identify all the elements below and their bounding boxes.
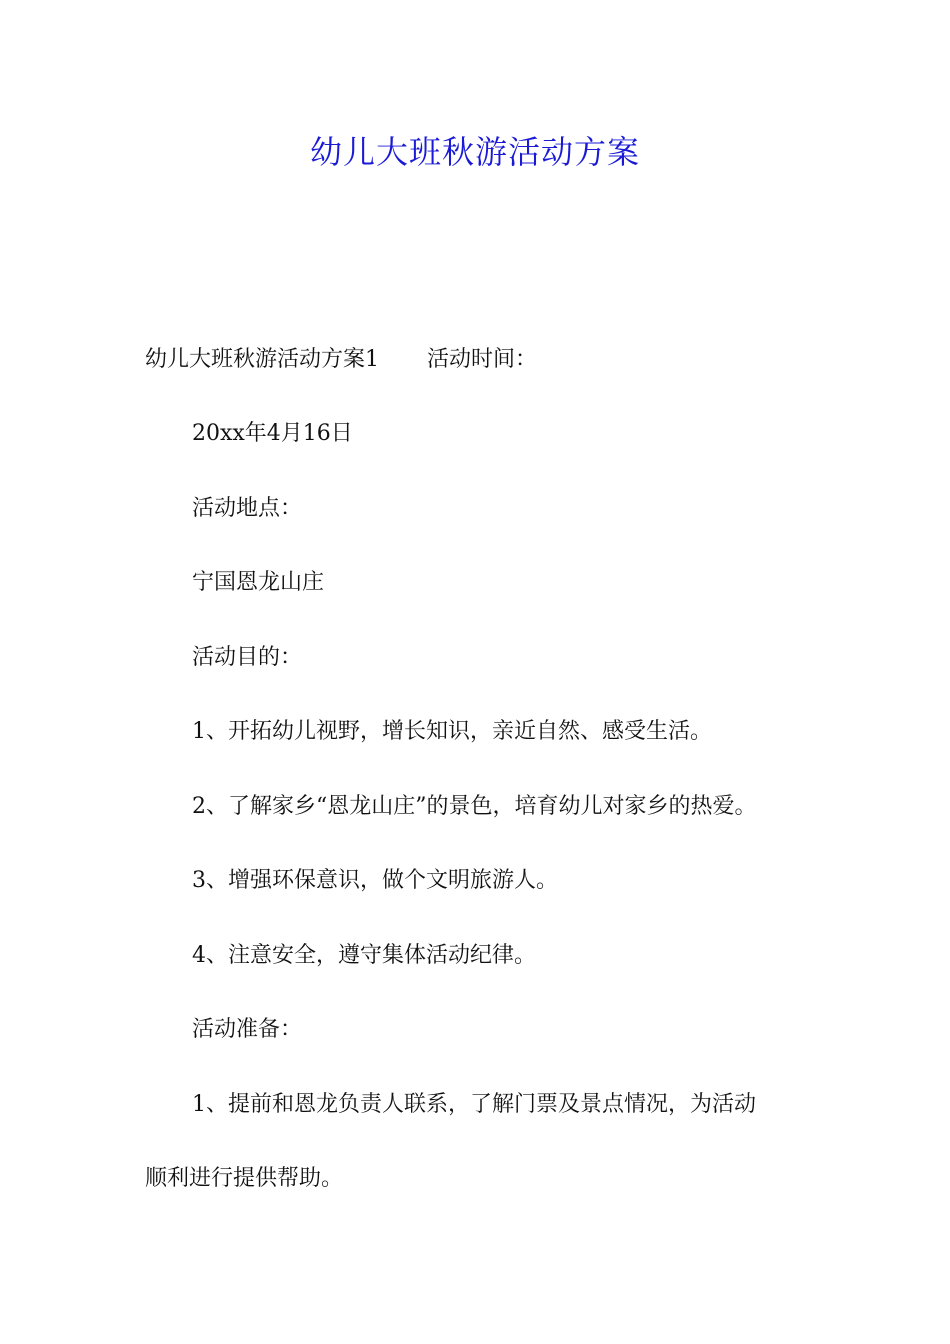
activity-location-label: 活动地点： (192, 496, 303, 521)
document-title: 幼儿大班秋游活动方案 (309, 133, 640, 171)
prep-item-1-line-1: 1、提前和恩龙负责人联系，了解门票及景点情况，为活动 (192, 1092, 756, 1117)
activity-prep-label: 活动准备： (192, 1017, 303, 1042)
activity-time-label: 活动时间： (427, 347, 538, 372)
activity-date: 20xx年4月16日 (192, 421, 353, 446)
goal-item-1: 1、开拓幼儿视野，增长知识，亲近自然、感受生活。 (192, 719, 712, 744)
goal-item-4: 4、注意安全，遵守集体活动纪律。 (192, 943, 536, 968)
activity-goals-label: 活动目的： (192, 645, 303, 670)
paragraph-heading (145, 345, 537, 375)
goal-item-3: 3、增强环保意识，做个文明旅游人。 (192, 868, 558, 893)
goal-item-2: 2、了解家乡“恩龙山庄”的景色，培育幼儿对家乡的热爱。 (192, 794, 757, 819)
section-title: 幼儿大班秋游活动方案1 (145, 347, 379, 372)
prep-item-1-line-2: 顺利进行提供帮助。 (145, 1166, 344, 1191)
activity-location: 宁国恩龙山庄 (192, 570, 325, 595)
